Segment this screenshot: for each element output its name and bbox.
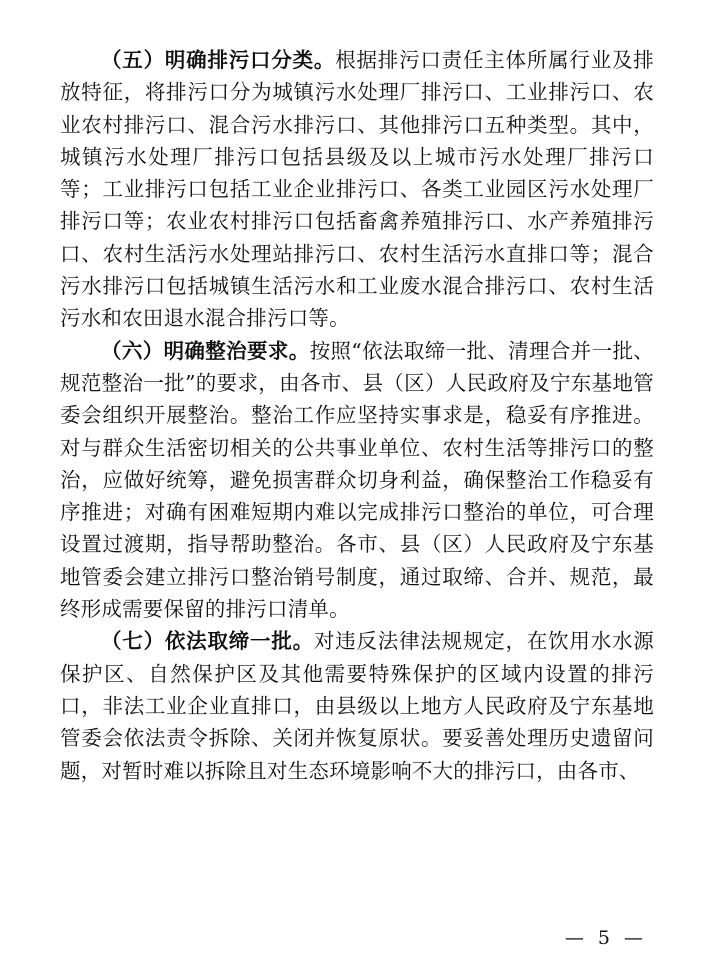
document-page bbox=[60, 44, 654, 787]
section-6-text: 按照“依法取缔一批、清理合并一批、规范整治一批”的要求，由各市、县（区）人民政府及宁东基地管委会组织开展整治。整治工作应坚持实事求是，稳妥有序推进。对与群众生活密切相关的公共事业单位、农村生活等排污口的整治，应做好统筹，避免损害群众切身利益，确保整治工作稳妥有序推进；对确有困难短期内难以完成排污口整治的单位，可合理设置过渡期，指导帮助整治。各市、县（区）人民政府及宁东基地管委会建立排污口整治销号制度，通过取缔、合并、规范，最终形成需要保留的排污口清单。 bbox=[60, 338, 655, 622]
page-number: — 5 — bbox=[564, 927, 647, 949]
section-6-heading: （六）明确整治要求。 bbox=[101, 338, 310, 363]
section-5-paragraph bbox=[60, 44, 654, 335]
section-7-text: 对违反法律法规规定，在饮用水水源保护区、自然保护区及其他需要特殊保护的区域内设置的排污口，非法工业企业直排口，由县级以上地方人民政府及宁东基地管委会依法责令拆除、关闭并恢复原状。要妥善处理历史遗留问题，对暂时难以拆除且对生态环境影响不大的排污口，由各市、 bbox=[60, 629, 654, 783]
section-7-heading: （七）依法取缔一批。 bbox=[101, 629, 314, 654]
section-5-heading: （五）明确排污口分类。 bbox=[101, 48, 336, 72]
section-6-paragraph bbox=[60, 335, 654, 626]
section-5-text: 根据排污口责任主体所属行业及排放特征，将排污口分为城镇污水处理厂排污口、工业排污口、农业农村排污口、混合污水排污口、其他排污口五种类型。其中，城镇污水处理厂排污口包括县级及以上城市污水处理厂排污口等；工业排污口包括工业企业排污口、各类工业园区污水处理厂排污口等；农业农村排污口包括畜禽养殖排污口、水产养殖排污口、农村生活污水处理站排污口、农村生活污水直排口等；混合污水排污口包括城镇生活污水和工业废水混合排污口、农村生活污水和农田退水混合排污口等。 bbox=[60, 48, 655, 331]
section-7-paragraph bbox=[60, 625, 654, 786]
